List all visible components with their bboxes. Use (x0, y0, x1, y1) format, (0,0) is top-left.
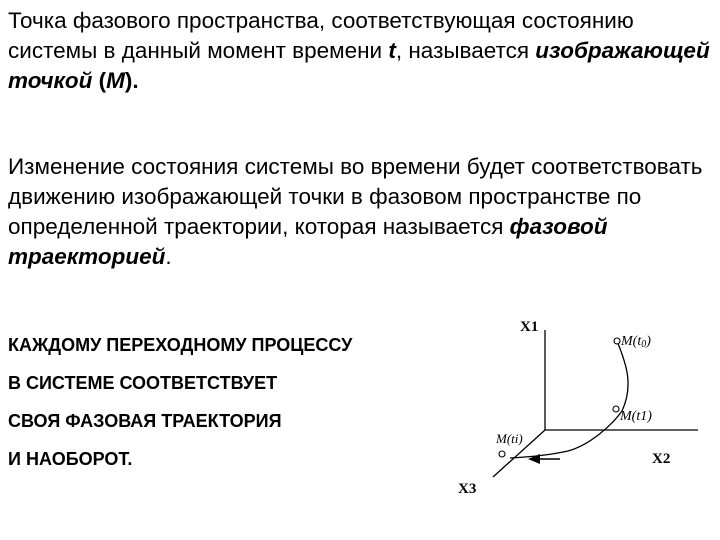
paragraph-representative-point (8, 6, 716, 96)
point-m-t0-marker (614, 338, 620, 344)
phase-space-diagram (440, 305, 710, 505)
caps-line-1: КАЖДОМУ ПЕРЕХОДНОМУ ПРОЦЕССУ (8, 335, 353, 355)
term-representative-point: изображающей точкой (8, 38, 710, 93)
point-m-t1-marker (613, 406, 619, 412)
p2-text-2: . (165, 244, 172, 269)
point-m-t1-label: M(t1) (620, 409, 652, 424)
p1-text-2: , называется (395, 38, 536, 63)
time-symbol: t (388, 38, 396, 63)
p2-text-1: Изменение состояния системы во времени будет соответствовать движению изображающей точки в фазовом пространстве по определенной траектории, которая называется (8, 154, 703, 239)
term-phase-trajectory: фазовой траекторией (8, 214, 608, 269)
axis-x3-label: X3 (458, 481, 477, 497)
caps-line-3: СВОЯ ФАЗОВАЯ ТРАЕКТОРИЯ (8, 411, 282, 431)
point-m-ti-marker (499, 451, 505, 457)
caps-statement (8, 326, 478, 478)
direction-arrow-icon (528, 454, 540, 464)
caps-line-4: И НАОБОРОТ. (8, 449, 133, 469)
caps-line-2: В СИСТЕМЕ СООТВЕТСТВУЕТ (8, 373, 278, 393)
p1-text-4: ). (124, 68, 139, 93)
point-m-ti-label: M(ti) (496, 431, 523, 446)
axis-x1-label: X1 (520, 319, 539, 335)
phase-trajectory-curve (510, 341, 628, 458)
axis-x2-label: X2 (652, 451, 671, 467)
p1-text-1: Точка фазового пространства, соответствующая состоянию системы в данный момент времени (8, 8, 634, 63)
point-symbol: M (106, 68, 125, 93)
p1-text-3: ( (92, 68, 107, 93)
paragraph-phase-trajectory (8, 152, 716, 272)
point-m-t0-label: M(t0) (621, 334, 651, 350)
